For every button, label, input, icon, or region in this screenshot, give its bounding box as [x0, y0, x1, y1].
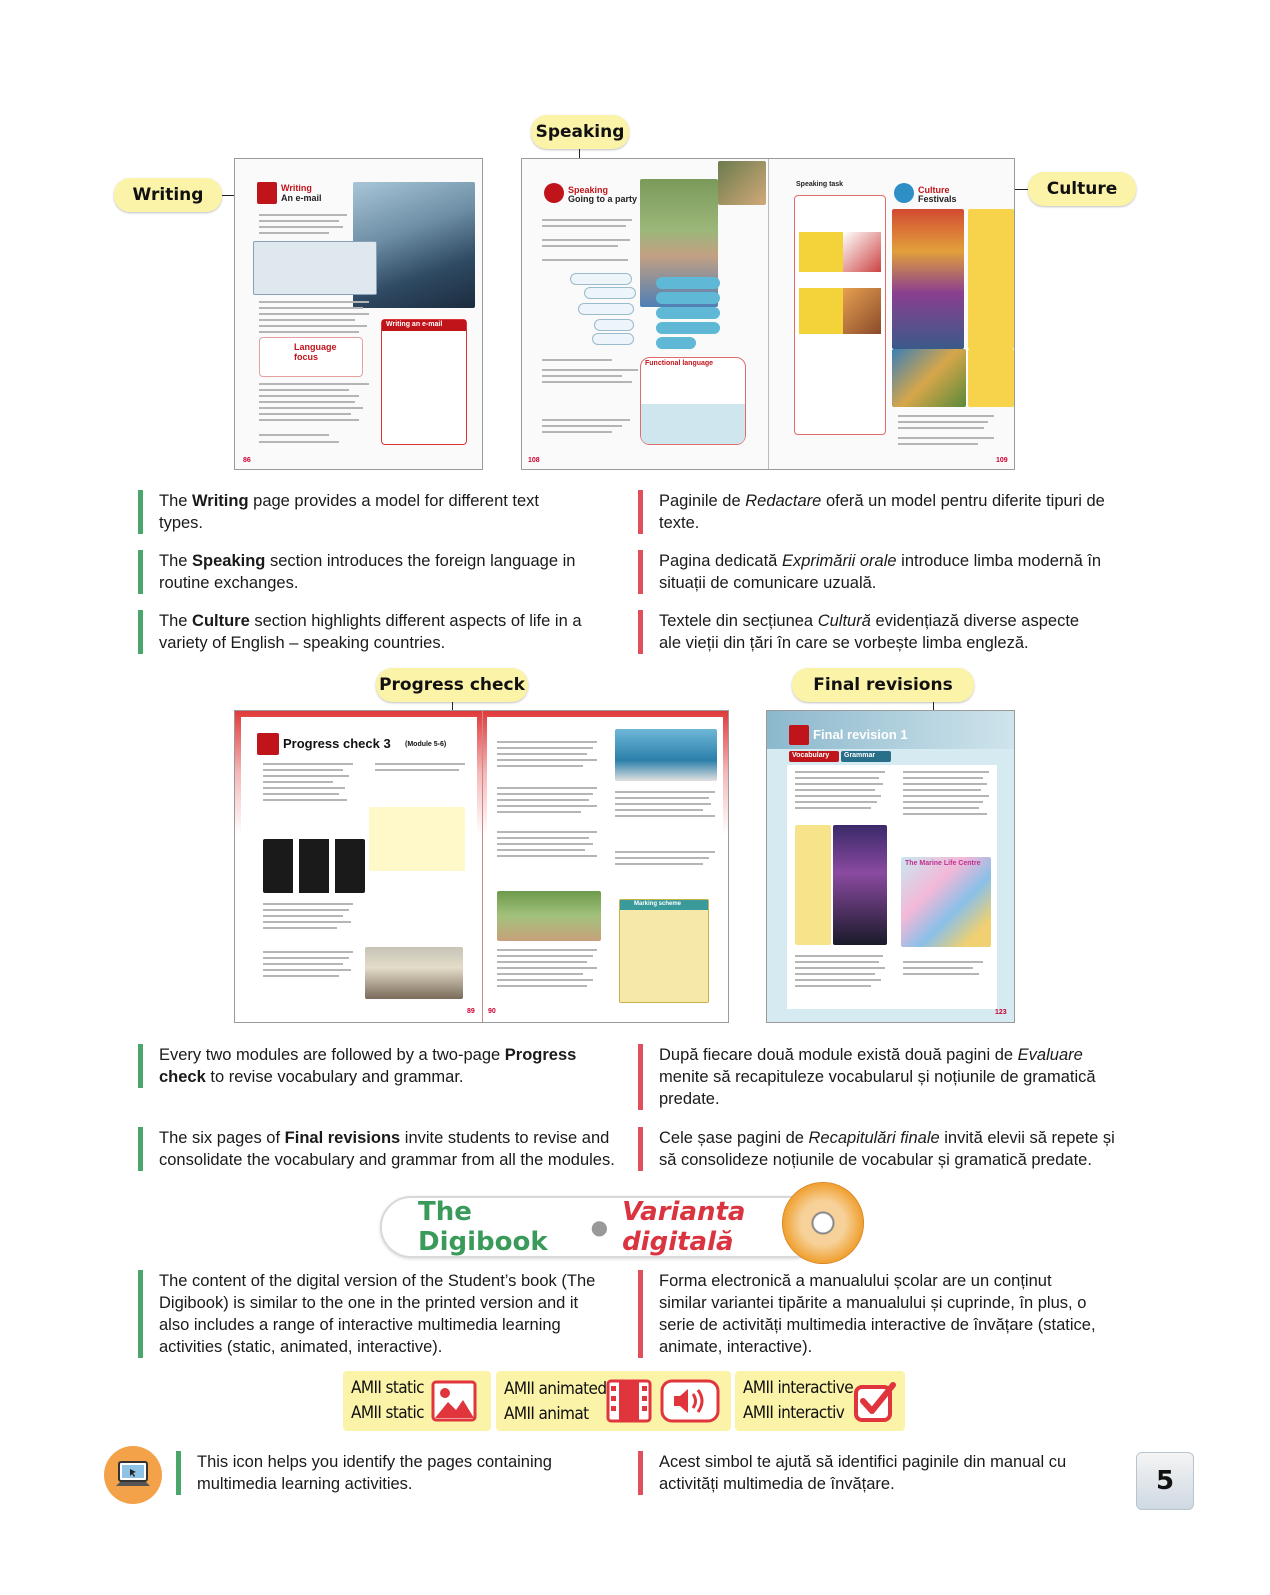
text-part: Forma electronică a manualului școlar are un conținut similar variantei tipărite a manualului și cuprinde, în plus, o serie de activități multimedia interactive de învățare (statice, animate, interactive). [659, 1272, 1096, 1356]
marking-scheme-label: Marking scheme [634, 901, 682, 907]
text-italic: Cultură [817, 612, 871, 630]
writing-an-email-box [381, 319, 467, 445]
progress-check-label-text: Progress check [379, 675, 525, 695]
vocabulary-tab-label: Vocabulary [792, 752, 830, 759]
progress-photo-swimming [615, 729, 717, 781]
speaking-description-en [138, 550, 608, 594]
text-part: Paginile de [659, 492, 746, 510]
writing-description-en [138, 490, 578, 534]
page-108: 108 [528, 457, 540, 464]
culture-title-icon [894, 183, 914, 203]
writing-page-thumbnail [234, 158, 483, 470]
final-description-en [138, 1127, 620, 1171]
final-yellow-text [795, 825, 831, 945]
speaking-thumb-sub: Going to a party [568, 194, 638, 204]
progress-thumb-title: Progress check 3 [283, 736, 391, 751]
text-bold: Speaking [192, 552, 266, 570]
marine-label: The Marine Life Centre [905, 860, 981, 867]
progress-check-icon [257, 733, 279, 755]
writing-description-ro [638, 490, 1108, 534]
text-bold: Writing [192, 492, 249, 510]
icon-description-en [176, 1451, 606, 1495]
amii-animated-en: AMII animated [504, 1379, 607, 1399]
checkbox-icon [853, 1381, 897, 1423]
page-90: 90 [488, 1008, 496, 1015]
text-part: The [159, 552, 193, 570]
digital-description-ro [638, 1270, 1098, 1358]
amii-static-ro: AMII static [351, 1403, 424, 1423]
text-part: page provides a model for different text types. [159, 492, 540, 532]
text-italic: Recapitulări finale [808, 1129, 940, 1147]
final-description-ro [638, 1127, 1116, 1171]
final-revision-icon [789, 725, 809, 745]
text-part: The six pages of [159, 1129, 285, 1147]
speaking-task-box [794, 195, 886, 435]
speaking-description-ro [638, 550, 1108, 594]
progress-check-label [376, 668, 528, 702]
text-italic: Exprimării orale [781, 552, 897, 570]
amii-animated-box [496, 1371, 731, 1431]
digibook-banner [380, 1196, 825, 1258]
grammar-tab [841, 751, 891, 762]
text-part: section highlights different aspects of life in a variety of English – speaking countries. [159, 612, 582, 652]
writing-label-text: Writing [132, 185, 204, 205]
speaking-task-label: Speaking task [796, 181, 844, 188]
progress-photo-runners [497, 891, 601, 941]
text-bold: Progress check [159, 1046, 577, 1086]
text-italic: Redactare [745, 492, 822, 510]
final-thumb-title: Final revision 1 [813, 727, 908, 742]
progress-description-ro [638, 1044, 1116, 1110]
digibook-title-en: The Digibook [418, 1197, 548, 1257]
progress-description-en [138, 1044, 578, 1088]
writing-email-window [253, 241, 377, 295]
speaking-photo-phone [718, 161, 766, 205]
text-italic: Evaluare [1017, 1046, 1083, 1064]
page-123: 123 [995, 1009, 1007, 1016]
text-bold: Final revisions [284, 1129, 401, 1147]
text-bold: Culture [192, 612, 250, 630]
culture-text-yellow [968, 209, 1014, 349]
page-109: 109 [996, 457, 1008, 464]
text-part: to revise vocabulary and grammar. [205, 1068, 464, 1086]
amii-interactive-box [735, 1371, 905, 1431]
speaking-title-icon [544, 183, 564, 203]
amii-static-box [343, 1371, 491, 1431]
image-icon [431, 1380, 477, 1422]
cd-disc-icon [782, 1182, 864, 1264]
text-part: This icon helps you identify the pages containing multimedia learning activities. [197, 1453, 552, 1493]
text-part: Cele șase pagini de [659, 1129, 809, 1147]
speaking-culture-thumbnail [521, 158, 1015, 470]
digital-description-en [138, 1270, 608, 1358]
grammar-tab-label: Grammar [844, 752, 876, 759]
culture-label-text: Culture [1046, 179, 1118, 199]
writing-thumb-sub: An e-mail [281, 193, 322, 203]
amii-animated-ro: AMII animat [504, 1404, 589, 1424]
text-part: invită elevii să repete și să consolideze noțiunile de vocabular și gramatică predate. [659, 1129, 1115, 1169]
text-part: invite students to revise and consolidate the vocabulary and grammar from all the modules. [159, 1129, 615, 1169]
culture-label [1028, 172, 1136, 206]
final-revisions-label [792, 668, 974, 702]
progress-photo-children [365, 947, 463, 999]
text-part: După fiecare două module există două pagini de [659, 1046, 1018, 1064]
text-part: oferă un model pentru diferite tipuri de texte. [659, 492, 1105, 532]
marine-life-centre-map [901, 857, 991, 947]
text-part: The [159, 612, 193, 630]
culture-description-ro [638, 610, 1098, 654]
digibook-title-ro: Varianta digitală [622, 1197, 746, 1257]
multimedia-computer-icon [104, 1446, 162, 1504]
culture-photo-2 [892, 349, 966, 407]
text-part: Every two modules are followed by a two-page [159, 1046, 505, 1064]
writing-thumb-title: Writing [281, 183, 312, 193]
progress-sports-pictograms [263, 839, 365, 893]
page-number: 5 [1136, 1452, 1194, 1510]
functional-language-label: Functional language [645, 360, 714, 367]
icon-description-ro [638, 1451, 1078, 1495]
amii-interactive-en: AMII interactive [743, 1378, 854, 1398]
vocabulary-tab [789, 751, 839, 762]
speaker-icon [660, 1379, 720, 1423]
text-part: evidențiază diverse aspecte ale vieții din țări în care se vorbește limba engleză. [659, 612, 1080, 652]
culture-text-yellow-2 [968, 349, 1014, 407]
text-part: Pagina dedicată [659, 552, 782, 570]
culture-thumb-sub: Festivals [918, 194, 957, 204]
page-86: 86 [243, 457, 251, 464]
language-focus-box [259, 337, 363, 377]
progress-thumb-sub: (Module 5-6) [405, 741, 447, 748]
culture-thumb-title: Culture [918, 185, 950, 195]
amii-interactive-ro: AMII interactiv [743, 1403, 845, 1423]
functional-language-box [640, 357, 746, 445]
text-part: The content of the digital version of the Student’s book (The Digibook) is similar to the one in the printed version and it also includes a range of interactive multimedia learning activities (static, animated, interactive). [159, 1272, 596, 1356]
amii-static-en: AMII static [351, 1378, 424, 1398]
text-part: Textele din secțiunea [659, 612, 818, 630]
progress-check-thumbnail [234, 710, 729, 1023]
speaking-label-text: Speaking [535, 122, 625, 142]
page-89: 89 [467, 1008, 475, 1015]
text-part: section introduces the foreign language in routine exchanges. [159, 552, 576, 592]
text-part: menite să recapituleze vocabularul și noțiunile de gramatică predate. [659, 1068, 1096, 1108]
speaking-label [531, 115, 629, 149]
final-revision-thumbnail [766, 710, 1015, 1023]
final-revisions-label-text: Final revisions [813, 675, 953, 695]
film-strip-icon [606, 1379, 652, 1423]
culture-photo-festival [892, 209, 964, 349]
language-focus-label: Language focus [294, 342, 337, 362]
writing-box-title: Writing an e-mail [386, 321, 443, 328]
marking-scheme-table [619, 899, 709, 1003]
text-part: Acest simbol te ajută să identifici paginile din manual cu activități multimedia de învățare. [659, 1453, 1067, 1493]
writing-title-icon [257, 182, 277, 204]
final-photo-singer [833, 825, 887, 945]
writing-label [114, 178, 222, 212]
speaking-thumb-title: Speaking [568, 185, 609, 195]
culture-description-en [138, 610, 588, 654]
text-part: introduce limba modernă în situații de comunicare uzuală. [659, 552, 1102, 592]
text-part: The [159, 492, 193, 510]
digibook-separator: ● [590, 1215, 609, 1239]
